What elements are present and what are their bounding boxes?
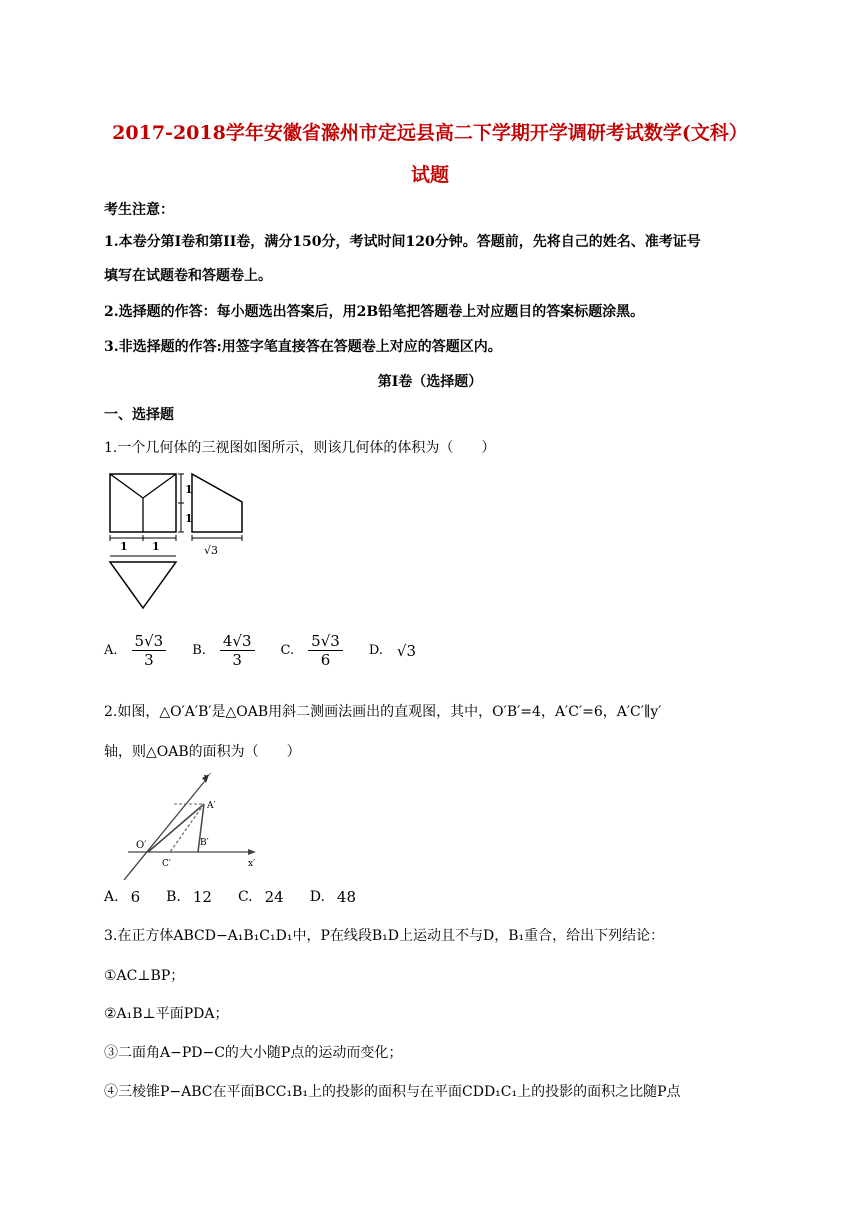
q1-label-height-bottom: 1 <box>185 512 193 525</box>
q2-option-c-value: 24 <box>264 888 284 906</box>
q1-options <box>104 632 442 669</box>
q1-option-a-denominator: 3 <box>144 651 154 669</box>
q3-conclusion-2: ②A₁B⊥平面PDA； <box>104 1006 229 1022</box>
q1-option-a-letter: A. <box>104 643 118 658</box>
q1-option-c-numerator: 5√3 <box>308 632 343 651</box>
q1-three-view-figure <box>100 468 260 618</box>
q1-option-a[interactable] <box>104 632 166 669</box>
q1-option-d-value: √3 <box>396 641 417 660</box>
q2-option-b-letter: B. <box>166 889 181 905</box>
q2-stem-line2: 轴，则△OAB的面积为（ ） <box>104 744 301 760</box>
q2-label-o: O′ <box>136 840 147 851</box>
q3-stem: 3.在正方体ABCD−A₁B₁C₁D₁中，P在线段B₁D上运动且不与D，B₁重合，给出下列结论： <box>104 928 665 944</box>
q2-option-b[interactable] <box>166 888 212 906</box>
q2-option-d-letter: D. <box>309 889 325 905</box>
exam-title-line2: 试题 <box>410 164 449 186</box>
q1-option-b-denominator: 3 <box>232 651 242 669</box>
q1-option-c-denominator: 6 <box>320 651 331 669</box>
notice-item-1-line1: 1.本卷分第I卷和第II卷，满分150分，考试时间120分钟。答题前，先将自己的姓名、准考证号 <box>104 234 701 250</box>
q2-options <box>104 888 382 906</box>
notice-heading: 考生注意： <box>104 202 174 218</box>
q1-label-height-top: 1 <box>185 483 193 496</box>
q2-label-a: A′ <box>207 801 216 811</box>
q1-label-sqrt3: √3 <box>204 544 219 557</box>
q1-option-b[interactable] <box>192 632 254 669</box>
q1-option-a-fraction <box>132 632 167 669</box>
q2-option-a[interactable] <box>104 888 140 906</box>
q2-label-y-axis: y′ <box>204 773 212 783</box>
q1-option-b-fraction <box>220 632 255 669</box>
q1-label-width-right: 1 <box>152 540 160 553</box>
q2-label-b: B′ <box>200 838 209 848</box>
notice-item-1-line2: 填写在试题卷和答题卷上。 <box>104 268 272 284</box>
q2-stem-line1: 2.如图，△O′A′B′是△OAB用斜二测画法画出的直观图，其中，O′B′=4，A′C′=6，A′C′∥y′ <box>104 704 662 720</box>
notice-item-2: 2.选择题的作答：每小题选出答案后，用2B铅笔把答题卷上对应题目的答案标题涂黑。 <box>104 304 645 320</box>
q1-stem: 1.一个几何体的三视图如图所示，则该几何体的体积为（ ） <box>104 440 496 456</box>
q1-option-d-letter: D. <box>368 643 383 658</box>
q3-conclusion-4: ④三棱锥P−ABC在平面BCC₁B₁上的投影的面积与在平面CDD₁C₁上的投影的面积之比随P点 <box>104 1084 681 1100</box>
q1-option-b-letter: B. <box>192 643 206 658</box>
q1-label-width-left: 1 <box>120 540 128 553</box>
notice-item-3: 3.非选择题的作答:用签字笔直接答在答题卷上对应的答题区内。 <box>104 339 502 355</box>
q1-option-c-fraction <box>308 632 343 669</box>
q2-option-c[interactable] <box>238 888 284 906</box>
q1-option-a-numerator: 5√3 <box>132 632 167 651</box>
q1-option-d[interactable] <box>369 642 416 660</box>
q2-label-c: C′ <box>162 859 171 869</box>
q1-option-c[interactable] <box>281 632 343 669</box>
q2-option-b-value: 12 <box>192 888 212 906</box>
volume-heading: 第I卷（选择题） <box>377 374 483 390</box>
q3-conclusion-1: ①AC⊥BP； <box>104 968 185 984</box>
q2-label-x-axis: x′ <box>248 859 256 869</box>
part-heading: 一、选择题 <box>104 407 174 423</box>
q2-option-c-letter: C. <box>237 889 253 905</box>
q1-option-c-letter: C. <box>280 643 295 658</box>
exam-title-line1: 2017-2018学年安徽省滁州市定远县高二下学期开学调研考试数学(文科） <box>112 122 748 144</box>
q2-option-d[interactable] <box>310 888 356 906</box>
q2-option-a-letter: A. <box>104 889 119 905</box>
q3-conclusion-3: ③二面角A−PD−C的大小随P点的运动而变化； <box>104 1045 403 1061</box>
q2-option-d-value: 48 <box>336 888 356 906</box>
q2-oblique-figure <box>118 768 268 880</box>
q1-option-b-numerator: 4√3 <box>220 632 255 651</box>
q2-option-a-value: 6 <box>130 888 141 906</box>
